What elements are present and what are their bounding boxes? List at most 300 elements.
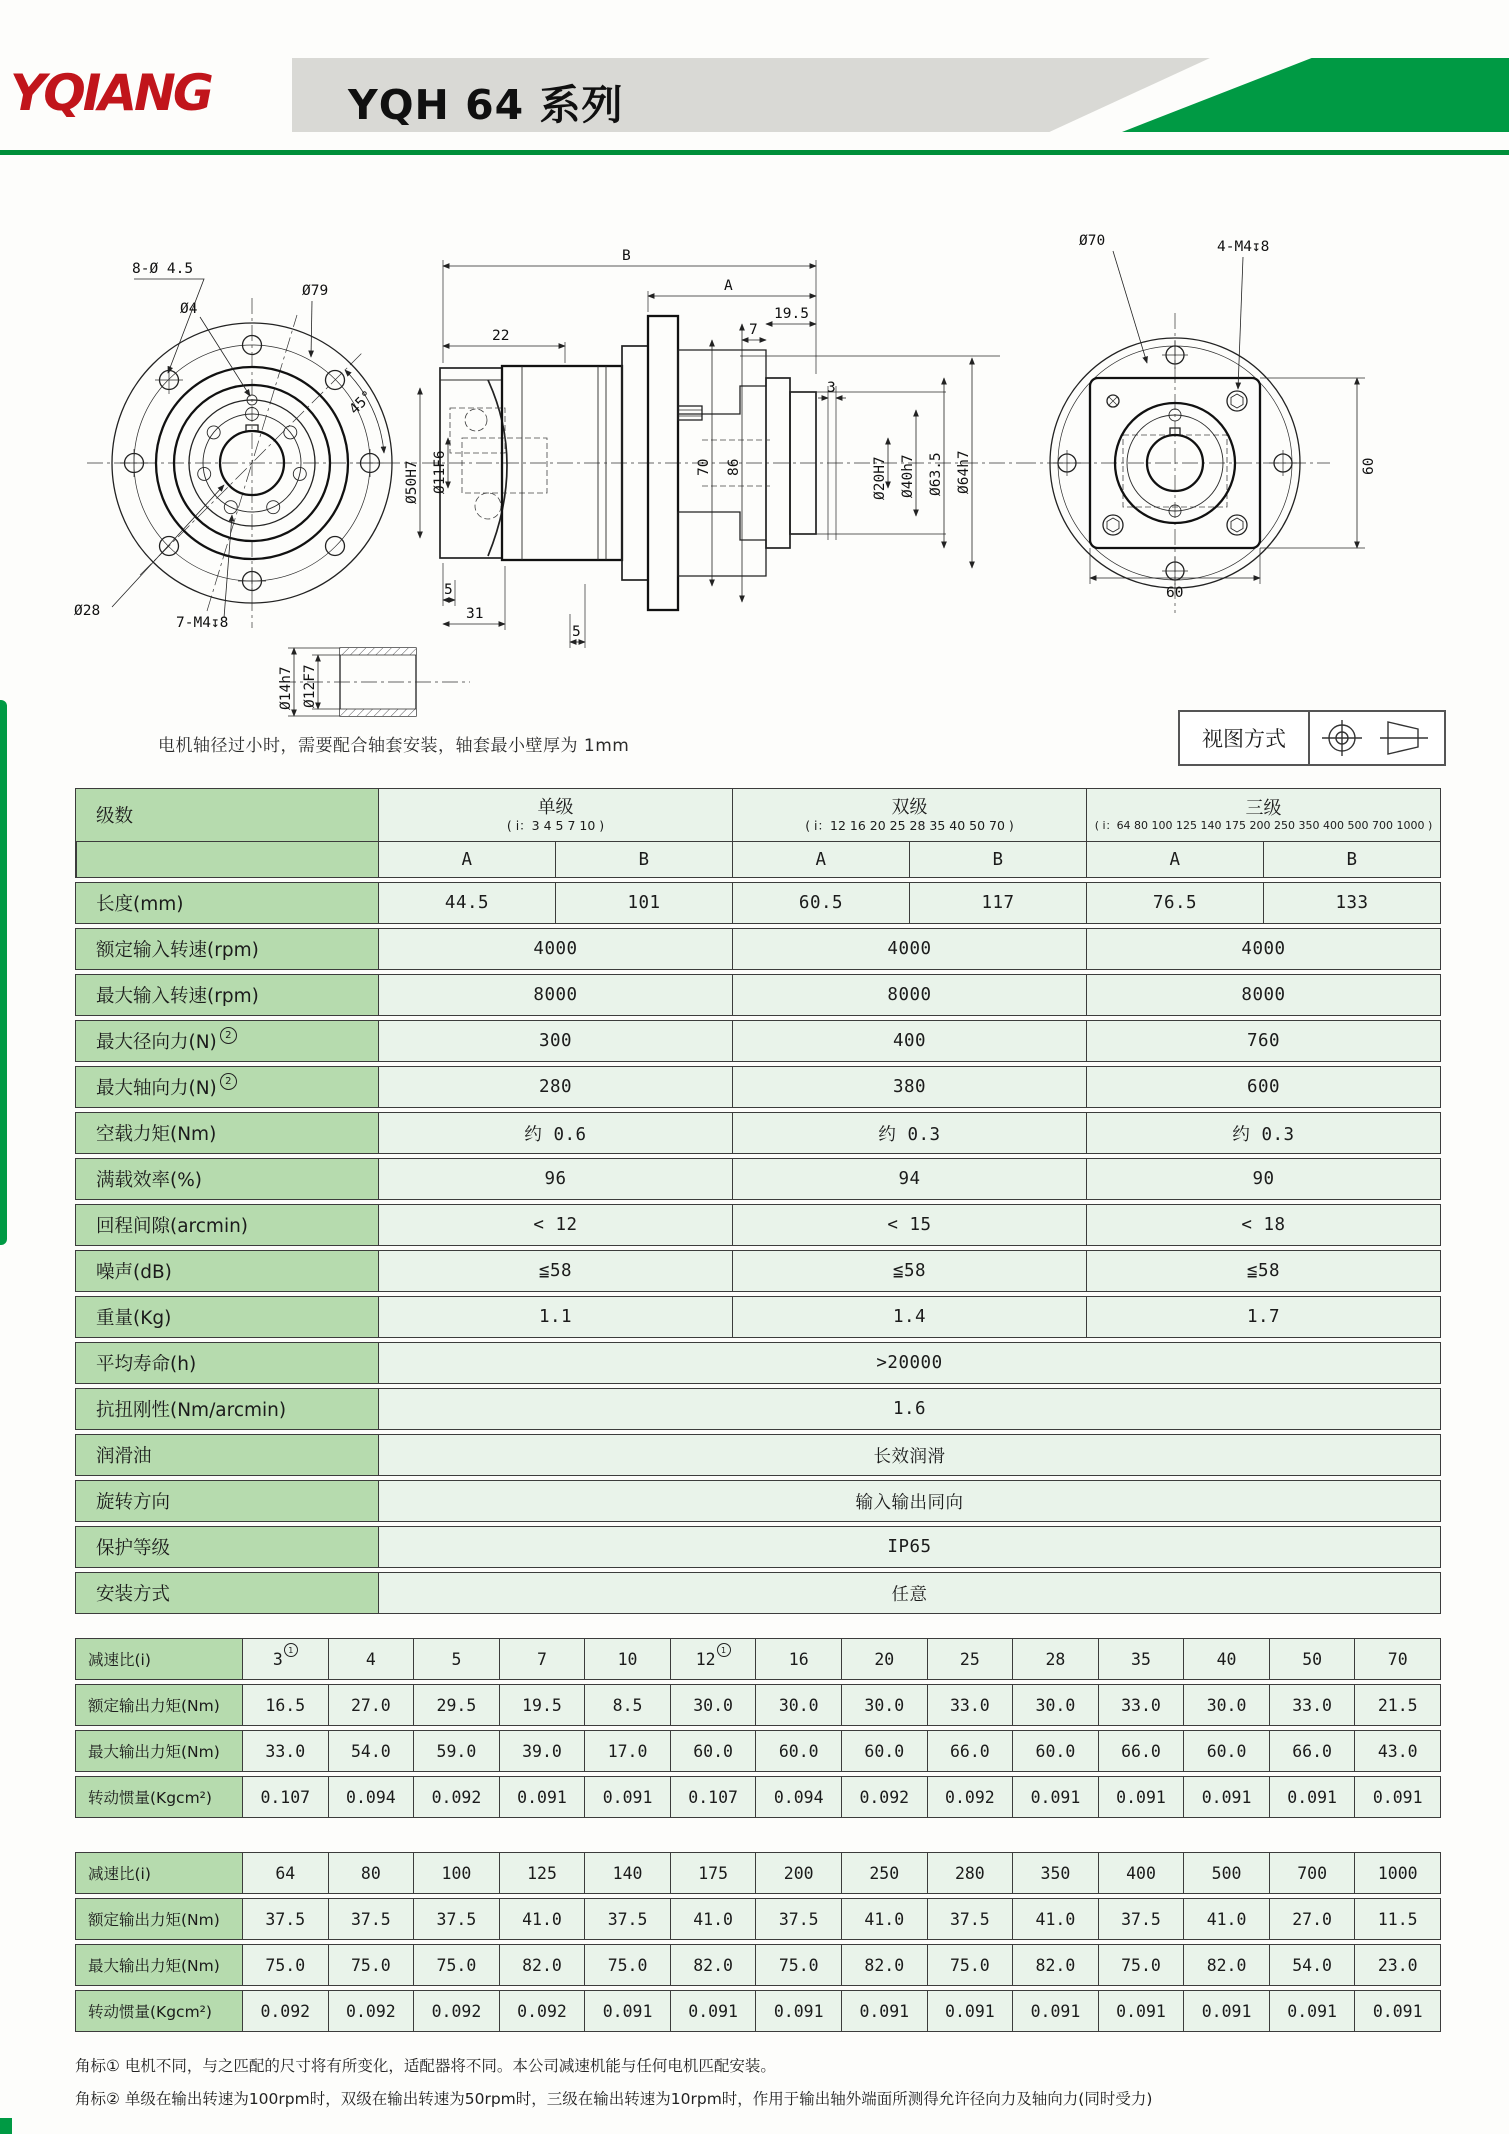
spec-value xyxy=(732,1251,1086,1291)
cell-text: 约 0.6 xyxy=(524,1124,587,1145)
cell-text: < 18 xyxy=(1241,1215,1286,1235)
cell-text: 0.091 xyxy=(1372,1787,1423,1807)
cell-text: 0.091 xyxy=(773,2001,824,2021)
cell-text: 400 xyxy=(1126,1863,1156,1883)
length-value xyxy=(555,883,732,923)
spec-row-label xyxy=(76,1251,378,1291)
cell-text: 满载效率(%) xyxy=(96,1170,203,1191)
cell-text: 82.0 xyxy=(1206,1955,1247,1975)
cell-text: 41.0 xyxy=(1206,1909,1247,1929)
cell-text: 27.0 xyxy=(1292,1909,1332,1929)
dim-label-d20h7: Ø20H7 xyxy=(872,456,888,500)
ratio-cell xyxy=(328,1731,414,1771)
cell-text: 4000 xyxy=(887,939,932,959)
view-mode-box xyxy=(1178,710,1446,766)
cell-text: 0.091 xyxy=(1201,1787,1252,1807)
cell-text: 0.091 xyxy=(945,2001,995,2021)
cell-text: 0.092 xyxy=(517,2001,567,2021)
ab-col-label: A xyxy=(815,849,827,870)
table-row xyxy=(75,1204,1441,1246)
ratio-cell xyxy=(499,1991,585,2031)
ratio-cell xyxy=(1183,1685,1269,1725)
spec-row-label xyxy=(76,1067,378,1107)
cell-text: 0.091 xyxy=(688,2001,738,2021)
group-ratios: ( i：64 80 100 125 140 175 200 250 350 400 500 700 1000 ) xyxy=(1094,819,1433,833)
spec-value xyxy=(378,1205,732,1245)
ratio-cell xyxy=(1098,1899,1184,1939)
cell-text: 4000 xyxy=(1241,939,1286,959)
ratio-cell xyxy=(499,1899,585,1939)
length-label: 长度(mm) xyxy=(96,894,184,915)
spec-value xyxy=(732,975,1086,1015)
ratio-header-value xyxy=(841,1639,927,1679)
cell-text: 0.091 xyxy=(1287,2001,1337,2021)
ratio-cell xyxy=(1269,1777,1355,1817)
cell-text: 76.5 xyxy=(1152,893,1198,913)
front-view-drawing xyxy=(74,261,417,631)
cell-text: 25 xyxy=(959,1649,980,1669)
spec-table xyxy=(75,788,1441,1618)
cell-text: 任意 xyxy=(891,1584,928,1605)
cell-text: 21.5 xyxy=(1377,1695,1418,1715)
cell-text: 35 xyxy=(1131,1649,1151,1669)
spec-value xyxy=(732,1159,1086,1199)
cell-text: 0.091 xyxy=(1030,2001,1081,2021)
ratio-cell xyxy=(755,1899,841,1939)
spec-value xyxy=(1086,1159,1440,1199)
ratio-cell xyxy=(328,1991,414,2031)
cell-text: 转动惯量(Kgcm²) xyxy=(88,2003,212,2021)
cell-text: 约 0.3 xyxy=(878,1124,941,1145)
cell-text: 41.0 xyxy=(522,1909,562,1929)
ab-col xyxy=(909,841,1086,877)
dim-label-5b: 5 xyxy=(572,624,581,640)
ratio-header-value xyxy=(1354,1853,1440,1893)
spec-span-value xyxy=(378,1435,1440,1475)
cell-text: 20 xyxy=(874,1649,895,1669)
cell-text: 54.0 xyxy=(1292,1955,1332,1975)
ratio-header-value xyxy=(670,1853,756,1893)
ratio-header-value xyxy=(1098,1639,1184,1679)
cell-text: 37.5 xyxy=(265,1909,306,1929)
cell-text: >20000 xyxy=(876,1353,943,1373)
cell-text: 0.091 xyxy=(602,1787,653,1807)
cell-text: 0.094 xyxy=(346,1787,396,1807)
cell-text: 0.091 xyxy=(1116,1787,1166,1807)
cell-text: 0.091 xyxy=(1201,2001,1252,2021)
spec-span-value xyxy=(378,1389,1440,1429)
cell-text: 37.5 xyxy=(436,1909,477,1929)
dim-label-7: 7 xyxy=(749,322,758,338)
table-row xyxy=(75,1296,1441,1338)
ratio-cell xyxy=(755,1945,841,1985)
cell-text: 30.0 xyxy=(1206,1695,1247,1715)
ratio-cell xyxy=(927,1685,1013,1725)
cell-text: 5 xyxy=(451,1649,462,1669)
table-row xyxy=(75,1112,1441,1154)
group-triple-stage xyxy=(1086,789,1440,841)
spec-value xyxy=(732,1205,1086,1245)
cell-text: 96 xyxy=(544,1169,567,1189)
spec-value xyxy=(378,1159,732,1199)
ratio-header-value xyxy=(1012,1639,1098,1679)
ab-col xyxy=(1263,841,1440,877)
cell-text: 66.0 xyxy=(1292,1741,1332,1761)
length-value xyxy=(1263,883,1440,923)
spec-row-label xyxy=(76,1205,378,1245)
cell-text: 37.5 xyxy=(350,1909,391,1929)
cell-text: 350 xyxy=(1040,1863,1071,1883)
cell-text: 0.107 xyxy=(688,1787,738,1807)
cell-text: 59.0 xyxy=(436,1741,477,1761)
ratio-cell xyxy=(499,1777,585,1817)
spec-value xyxy=(1086,1021,1440,1061)
spec-row-label xyxy=(76,1297,378,1337)
ratio-header-value xyxy=(1098,1853,1184,1893)
ratio-cell xyxy=(841,1991,927,2031)
ratio-cell xyxy=(242,1945,328,1985)
ratio-cell xyxy=(413,1945,499,1985)
brand-logo: YQIANG xyxy=(10,64,211,122)
cell-text: 37.5 xyxy=(778,1909,819,1929)
ratio-header-value xyxy=(1183,1853,1269,1893)
length-label-cell xyxy=(76,883,378,923)
ratio-cell xyxy=(1012,1899,1098,1939)
spec-value xyxy=(378,1021,732,1061)
cell-text: 75.0 xyxy=(350,1955,391,1975)
ratio-cell xyxy=(499,1685,585,1725)
group-name: 单级 xyxy=(537,796,574,818)
ratio-cell xyxy=(413,1777,499,1817)
cell-text: 200 xyxy=(783,1863,814,1883)
ratio-cell xyxy=(1269,1991,1355,2031)
ratio-cell xyxy=(1012,1945,1098,1985)
ratio-cell xyxy=(584,1899,670,1939)
table-row xyxy=(75,1852,1441,1894)
cell-text: 700 xyxy=(1297,1863,1328,1883)
ratio-cell xyxy=(1012,1777,1098,1817)
ratio-cell xyxy=(670,1777,756,1817)
ratio-cell xyxy=(1098,1777,1184,1817)
cell-text: ≦58 xyxy=(892,1261,927,1281)
dim-label-d40h7: Ø40h7 xyxy=(900,454,916,498)
cell-text: 0.092 xyxy=(945,1787,995,1807)
cell-text: 39.0 xyxy=(522,1741,562,1761)
spec-row-label xyxy=(76,1573,378,1613)
table-row xyxy=(75,1020,1441,1062)
cell-text: ≦58 xyxy=(538,1261,573,1281)
cell-text: 11.5 xyxy=(1377,1909,1418,1929)
ratio-cell xyxy=(328,1945,414,1985)
ratio-cell xyxy=(1354,1685,1440,1725)
footnote-2: 角标② 单级在输出转速为100rpm时，双级在输出转速为50rpm时，三级在输出转速为10rpm时，作用于输出轴外端面所测得允许径向力及轴向力(同时受力) xyxy=(75,2090,1153,2109)
table-row xyxy=(75,974,1441,1016)
cell-text: 噪声(dB) xyxy=(96,1262,172,1283)
ratio-header-value xyxy=(927,1639,1013,1679)
ratio-header-value xyxy=(755,1639,841,1679)
ratio-cell xyxy=(1183,1899,1269,1939)
cell-text: 50 xyxy=(1302,1649,1323,1669)
spec-value xyxy=(1086,1113,1440,1153)
table-row xyxy=(75,928,1441,970)
table-row xyxy=(75,1638,1441,1680)
dim-label-B: B xyxy=(622,248,631,264)
dim-label-A: A xyxy=(724,278,733,294)
ratio-cell xyxy=(755,1731,841,1771)
cell-text: 最大输出力矩(Nm) xyxy=(88,1957,220,1975)
cell-text: 17.0 xyxy=(607,1741,648,1761)
ratio-cell xyxy=(242,1991,328,2031)
cell-text: 175 xyxy=(698,1863,729,1883)
cell-text: 0.091 xyxy=(1372,2001,1423,2021)
cell-text: 280 xyxy=(954,1863,985,1883)
spec-row-label xyxy=(76,975,378,1015)
ratio-cell xyxy=(841,1777,927,1817)
cell-text: 0.091 xyxy=(517,1787,567,1807)
ratio-header-value xyxy=(242,1853,328,1893)
table-row xyxy=(75,1388,1441,1430)
table-row xyxy=(75,1730,1441,1772)
ratio-cell xyxy=(413,1731,499,1771)
table-row xyxy=(75,1066,1441,1108)
ratio-header-label xyxy=(76,1853,242,1893)
footnotes xyxy=(75,2050,1152,2117)
dim-label-3: 3 xyxy=(827,380,836,396)
ratio-row-label xyxy=(76,1731,242,1771)
ab-col xyxy=(1086,841,1263,877)
ratio-cell xyxy=(1098,1731,1184,1771)
cell-text: 133 xyxy=(1335,893,1369,913)
cell-text: 约 0.3 xyxy=(1232,1124,1295,1145)
page-title: YQH 64 系列 xyxy=(348,81,624,129)
spec-value xyxy=(1086,1067,1440,1107)
spec-value xyxy=(378,975,732,1015)
ratio-cell xyxy=(1183,1731,1269,1771)
ratio-header-value xyxy=(242,1639,328,1679)
cell-text: 300 xyxy=(538,1031,573,1051)
spec-value xyxy=(732,1021,1086,1061)
spec-value xyxy=(378,1297,732,1337)
dim-label-d64h7: Ø64h7 xyxy=(956,450,972,494)
cell-text: 输入输出同向 xyxy=(855,1492,964,1513)
cell-text: 10 xyxy=(617,1649,638,1669)
table-row xyxy=(75,1990,1441,2032)
cell-text: 80 xyxy=(360,1863,381,1883)
ratio-cell xyxy=(927,1777,1013,1817)
cell-text: 28 xyxy=(1045,1649,1066,1669)
ratio-cell xyxy=(841,1685,927,1725)
corner-mark xyxy=(0,2118,12,2134)
ab-col xyxy=(555,841,732,877)
ab-col-label: A xyxy=(1169,849,1181,870)
dim-label-bolt-pattern: 8-Ø 4.5 xyxy=(132,261,194,277)
ratio-cell xyxy=(927,1731,1013,1771)
length-value xyxy=(378,883,555,923)
cell-text: 8000 xyxy=(533,985,578,1005)
cell-text: 减速比(i) xyxy=(88,1651,151,1669)
green-rule xyxy=(0,150,1509,155)
cell-text: 1.4 xyxy=(892,1307,927,1327)
cell-text: 减速比(i) xyxy=(88,1865,151,1883)
cell-text: 额定输入转速(rpm) xyxy=(96,940,259,961)
ratio-cell xyxy=(1269,1685,1355,1725)
first-angle-projection-icon xyxy=(1318,717,1436,759)
group-single-stage xyxy=(378,789,732,841)
cell-text: 70 xyxy=(1387,1649,1408,1669)
spec-row-label xyxy=(76,1159,378,1199)
cell-text: 0.091 xyxy=(602,2001,653,2021)
dim-label-4-m4: 4-M4↧8 xyxy=(1217,239,1270,255)
length-value xyxy=(909,883,1086,923)
cell-text: 额定输出力矩(Nm) xyxy=(88,1697,220,1715)
spec-row-label xyxy=(76,1435,378,1475)
ratio-cell xyxy=(1098,1991,1184,2031)
ratio-cell xyxy=(584,1991,670,2031)
spec-value xyxy=(378,1251,732,1291)
dim-label-19-5: 19.5 xyxy=(774,306,809,322)
cell-text: 82.0 xyxy=(522,1955,562,1975)
table-row xyxy=(75,1480,1441,1522)
table-row xyxy=(75,1434,1441,1476)
dim-label-d4: Ø4 xyxy=(180,301,198,317)
ratio-cell xyxy=(670,1731,756,1771)
cell-text: 额定输出力矩(Nm) xyxy=(88,1911,220,1929)
dim-label-45deg: 45° xyxy=(346,387,377,418)
spec-row-label xyxy=(76,1481,378,1521)
ratio-cell xyxy=(670,1899,756,1939)
cell-text: 37.5 xyxy=(607,1909,648,1929)
ratio-cell xyxy=(755,1685,841,1725)
ratio-header-label xyxy=(76,1639,242,1679)
dim-label-d63-5: Ø63.5 xyxy=(928,452,944,496)
footnote-mark: 1 xyxy=(284,1643,298,1657)
spec-table-span-rows xyxy=(75,1342,1441,1614)
spec-value xyxy=(378,929,732,969)
cell-text: 64 xyxy=(275,1863,296,1883)
ratio-cell xyxy=(1012,1731,1098,1771)
ratio-header-value xyxy=(1183,1639,1269,1679)
cell-text: 长效润滑 xyxy=(873,1446,946,1467)
ratio-cell xyxy=(242,1899,328,1939)
ratio-cell xyxy=(1269,1899,1355,1939)
ratio-header-value xyxy=(670,1639,756,1679)
cell-text: 12 xyxy=(695,1649,716,1669)
spec-row-label xyxy=(76,929,378,969)
cell-text: 43.0 xyxy=(1377,1741,1418,1761)
ratio-cell xyxy=(670,1991,756,2031)
spec-value xyxy=(1086,1297,1440,1337)
spec-row-label xyxy=(76,1021,378,1061)
left-edge-accent xyxy=(0,700,7,1245)
cell-text: 66.0 xyxy=(949,1741,990,1761)
dim-label-7-m4: 7-M4↧8 xyxy=(176,615,229,631)
ratio-cell xyxy=(584,1731,670,1771)
ratio-row-label xyxy=(76,1685,242,1725)
cell-text: ≦58 xyxy=(1246,1261,1281,1281)
cell-text: 75.0 xyxy=(436,1955,477,1975)
cell-text: 60.0 xyxy=(1206,1741,1247,1761)
cell-text: 回程间隙(arcmin) xyxy=(96,1216,249,1237)
ratio-table-1 xyxy=(75,1638,1441,1822)
cell-text: 4 xyxy=(365,1649,376,1669)
ratio-header-value xyxy=(1354,1639,1440,1679)
footnote-mark: 1 xyxy=(717,1643,731,1657)
ratio-header-value xyxy=(584,1853,670,1893)
spec-value xyxy=(732,1297,1086,1337)
cell-text: 82.0 xyxy=(1035,1955,1076,1975)
dim-label-31: 31 xyxy=(466,606,484,622)
cell-text: 60.0 xyxy=(864,1741,905,1761)
bushing-drawing xyxy=(278,648,470,716)
spec-span-value xyxy=(378,1527,1440,1567)
ratio-cell xyxy=(413,1899,499,1939)
cell-text: 4000 xyxy=(533,939,578,959)
dim-label-60-right: 60 xyxy=(1361,457,1377,475)
cell-text: 8000 xyxy=(887,985,932,1005)
ratio-header-value xyxy=(1269,1853,1355,1893)
ratio-header-value xyxy=(755,1853,841,1893)
ratio-cell xyxy=(1012,1991,1098,2031)
cell-text: 0.092 xyxy=(431,1787,482,1807)
cell-text: 54.0 xyxy=(350,1741,391,1761)
ratio-header-value xyxy=(328,1853,414,1893)
cell-text: 33.0 xyxy=(949,1695,990,1715)
cell-text: 19.5 xyxy=(522,1695,562,1715)
ratio-cell xyxy=(242,1685,328,1725)
spec-value xyxy=(1086,975,1440,1015)
stage-label: 级数 xyxy=(96,806,134,827)
cell-text: 8.5 xyxy=(612,1695,643,1715)
length-row xyxy=(75,882,1441,924)
dim-label-d28: Ø28 xyxy=(74,603,101,619)
cell-text: 280 xyxy=(538,1077,573,1097)
footnote-mark: 2 xyxy=(220,1027,237,1044)
cell-text: IP65 xyxy=(887,1537,932,1557)
section-view-drawing xyxy=(404,248,1020,648)
ratio-cell xyxy=(841,1945,927,1985)
cell-text: 0.091 xyxy=(1287,1787,1337,1807)
dim-label-d50h7: Ø50H7 xyxy=(404,460,420,504)
cell-text: 760 xyxy=(1246,1031,1281,1051)
cell-text: 250 xyxy=(869,1863,900,1883)
dim-label-22: 22 xyxy=(492,328,510,344)
cell-text: 最大输入转速(rpm) xyxy=(96,986,259,1007)
ratio-cell xyxy=(670,1685,756,1725)
ratio-cell xyxy=(584,1685,670,1725)
cell-text: 0.092 xyxy=(260,2001,311,2021)
spec-value xyxy=(1086,1251,1440,1291)
cell-text: 1.6 xyxy=(892,1399,927,1419)
ratio-cell xyxy=(1354,1899,1440,1939)
ratio-cell xyxy=(584,1777,670,1817)
cell-text: 60.0 xyxy=(1035,1741,1076,1761)
ratio-header-value xyxy=(927,1853,1013,1893)
ratio-cell xyxy=(755,1991,841,2031)
table-row xyxy=(75,1684,1441,1726)
spec-span-value xyxy=(378,1573,1440,1613)
ratio-header-value xyxy=(499,1639,585,1679)
cell-text: 37.5 xyxy=(1121,1909,1161,1929)
cell-text: 最大输出力矩(Nm) xyxy=(88,1743,220,1761)
bushing-note: 电机轴径过小时，需要配合轴套安装，轴套最小壁厚为 1mm xyxy=(158,736,630,756)
spec-value xyxy=(1086,1205,1440,1245)
dim-label-86: 86 xyxy=(726,458,742,476)
spec-span-value xyxy=(378,1343,1440,1383)
table-row xyxy=(75,1944,1441,1986)
cell-text: 0.092 xyxy=(431,2001,482,2021)
dim-label-60-bottom: 60 xyxy=(1166,585,1184,601)
stage-label-cell xyxy=(76,789,378,841)
